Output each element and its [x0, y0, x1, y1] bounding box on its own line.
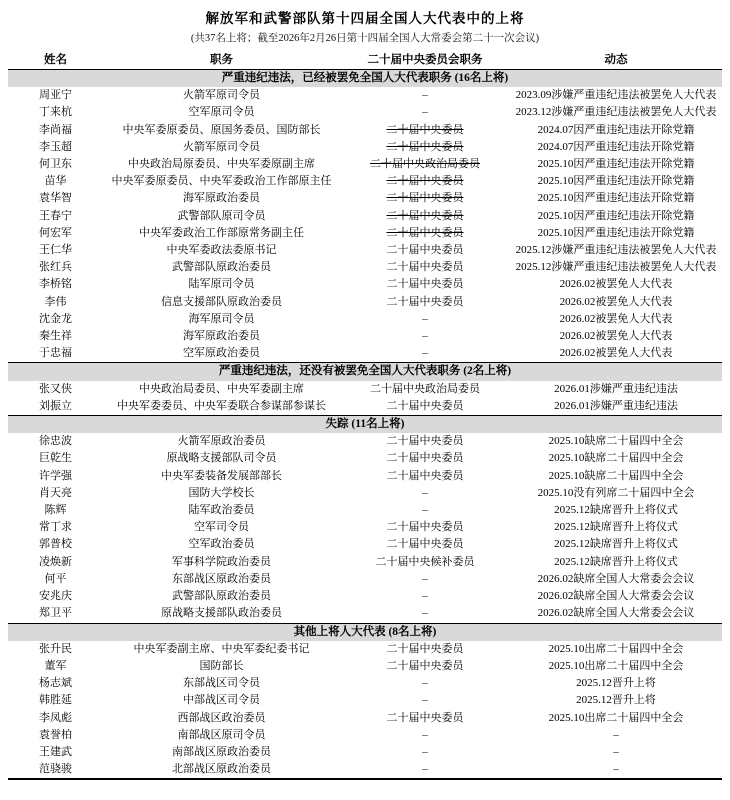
status-cell: 2026.02被罢免人大代表: [559, 278, 673, 291]
table-row: [8, 190, 722, 207]
name-cell: 丁来杭: [39, 106, 72, 119]
name-cell: 张升民: [39, 642, 72, 655]
cc-role-cell: –: [422, 572, 428, 585]
position-cell: 北部战区原政治委员: [172, 763, 271, 776]
status-cell: 2026.02缺席全国人大常委会会议: [537, 607, 695, 620]
status-cell: 2026.01涉嫌严重违纪违法: [554, 382, 678, 395]
status-cell: 2024.07因严重违纪违法开除党籍: [537, 123, 695, 136]
column-header-status: 动态: [510, 51, 722, 70]
status-cell: 2026.02被罢免人大代表: [559, 330, 673, 343]
name-cell: 沈金龙: [39, 312, 72, 325]
name-cell: 李凤彪: [39, 711, 72, 724]
cc-role-cell: 二十届中央委员: [386, 521, 464, 534]
status-cell: 2025.10缺席二十届四中全会: [548, 452, 684, 465]
name-cell: 何宏军: [39, 226, 72, 239]
cc-role-cell: [340, 122, 510, 139]
position-cell: 空军司令员: [194, 521, 249, 534]
name-cell: 王建武: [39, 745, 72, 758]
cc-role-cell: –: [422, 763, 428, 776]
table-row: [8, 294, 722, 311]
table-row: [8, 588, 722, 605]
table-body: [8, 70, 722, 780]
cc-role-cell: –: [422, 89, 428, 102]
name-cell: 肖天亮: [39, 486, 72, 499]
name-cell: 周亚宁: [39, 89, 72, 102]
page-subtitle: (共37名上将；截至2026年2月26日第十四届全国人大常委会第二十一次会议): [190, 33, 540, 44]
table-row: [8, 744, 722, 761]
cc-role-cell: 二十届中央政治局委员: [370, 382, 480, 395]
position-cell: 中央军委副主席、中央军委纪委书记: [133, 642, 310, 655]
name-cell: 李桥铭: [39, 278, 72, 291]
status-cell: 2026.02缺席全国人大常委会会议: [537, 572, 695, 585]
name-cell: 徐忠波: [39, 435, 72, 448]
table-row: [8, 605, 722, 623]
table-row: [8, 381, 722, 398]
table-row: [8, 554, 722, 571]
name-cell: 陈辉: [44, 504, 67, 517]
position-cell: 中央军委原委员、中央军委政治工作部原主任: [111, 175, 332, 188]
table-row: [8, 502, 722, 519]
table-row: [8, 727, 722, 744]
column-header-position: 职务: [103, 51, 340, 70]
status-cell: 2025.12涉嫌严重违纪违法被罢免人大代表: [515, 244, 717, 257]
cc-role-cell: 二十届中央委员: [386, 435, 464, 448]
status-cell: 2025.12缺席晋升上将仪式: [554, 555, 678, 568]
section-header: 严重违纪违法，已经被罢免全国人大代表职务 (16名上将): [8, 70, 722, 88]
name-cell: 巨乾生: [39, 452, 72, 465]
status-cell: 2023.09涉嫌严重违纪违法被罢免人大代表: [515, 89, 717, 102]
status-cell: 2026.02被罢免人大代表: [559, 347, 673, 360]
position-cell: 西部战区政治委员: [177, 711, 266, 724]
status-cell: 2026.02缺席全国人大常委会会议: [537, 590, 695, 603]
name-cell: 李伟: [44, 295, 67, 308]
column-header-name: 姓名: [8, 51, 103, 70]
status-cell: 2025.10缺席二十届四中全会: [548, 469, 684, 482]
cc-role-cell: –: [422, 607, 428, 620]
table-row: [8, 173, 722, 190]
status-cell: 2025.10出席二十届四中全会: [548, 711, 684, 724]
position-cell: 海军原司令员: [188, 312, 255, 325]
table-row: [8, 104, 722, 121]
table-row: [8, 641, 722, 658]
position-cell: 东部战区司令员: [183, 677, 260, 690]
cc-role-cell: 二十届中央委员: [386, 295, 464, 308]
name-cell: 何卫东: [39, 158, 72, 171]
cc-role-cell: –: [422, 486, 428, 499]
status-cell: 2025.12晋升上将: [576, 677, 656, 690]
cc-role-cell: –: [422, 504, 428, 517]
cc-role-cell: 二十届中央委员: [386, 711, 464, 724]
position-cell: 中央军委原委员、原国务委员、国防部长: [122, 123, 321, 136]
cc-role-cell: [340, 173, 510, 190]
name-cell: 韩胜延: [39, 694, 72, 707]
status-cell: 2025.10没有列席二十届四中全会: [537, 486, 695, 499]
section-header-row: [8, 70, 722, 88]
status-cell: 2025.12缺席晋升上将仪式: [554, 538, 678, 551]
position-cell: 中央军委装备发展部部长: [161, 469, 282, 482]
status-cell: 2025.12涉嫌严重违纪违法被罢免人大代表: [515, 261, 717, 274]
section-header-row: [8, 416, 722, 434]
name-cell: 王春宁: [39, 209, 72, 222]
position-cell: 武警部队原司令员: [177, 209, 266, 222]
status-cell: –: [613, 745, 619, 758]
position-cell: 南部战区原司令员: [177, 728, 266, 741]
cc-role-cell: –: [422, 590, 428, 603]
name-cell: 郑卫平: [39, 607, 72, 620]
struck-cc-role: 二十届中央委员: [386, 192, 464, 205]
cc-role-cell: 二十届中央候补委员: [375, 555, 475, 568]
position-cell: 中央政治局原委员、中央军委原副主席: [128, 158, 315, 171]
name-cell: 许学强: [39, 469, 72, 482]
struck-cc-role: 二十届中央政治局委员: [370, 158, 480, 171]
name-cell: 袁华智: [39, 192, 72, 205]
cc-role-cell: 二十届中央委员: [386, 261, 464, 274]
cc-role-cell: 二十届中央委员: [386, 469, 464, 482]
table-row: [8, 156, 722, 173]
position-cell: 火箭军原政治委员: [177, 435, 266, 448]
position-cell: 中央军委政法委原书记: [166, 244, 277, 257]
status-cell: 2026.02被罢免人大代表: [559, 312, 673, 325]
cc-role-cell: [340, 156, 510, 173]
table-row: [8, 122, 722, 139]
cc-role-cell: [340, 190, 510, 207]
position-cell: 信息支援部队原政治委员: [161, 295, 282, 308]
cc-role-cell: –: [422, 347, 428, 360]
name-cell: 何平: [44, 572, 67, 585]
status-cell: 2025.10缺席二十届四中全会: [548, 435, 684, 448]
table-row: [8, 761, 722, 779]
cc-role-cell: –: [422, 330, 428, 343]
position-cell: 空军政治委员: [188, 538, 255, 551]
name-cell: 苗华: [44, 175, 67, 188]
table-row: [8, 450, 722, 467]
section-header: 失踪 (11名上将): [8, 416, 722, 434]
table-row: [8, 208, 722, 225]
name-cell: 凌焕新: [39, 555, 72, 568]
table-row: [8, 692, 722, 709]
struck-cc-role: 二十届中央委员: [386, 140, 464, 153]
status-cell: 2025.10因严重违纪违法开除党籍: [537, 209, 695, 222]
table-row: [8, 468, 722, 485]
position-cell: 中央军委委员、中央军委联合参谋部参谋长: [117, 399, 326, 412]
position-cell: 海军原政治委员: [183, 192, 260, 205]
position-cell: 国防大学校长: [188, 486, 255, 499]
status-cell: 2025.10出席二十届四中全会: [548, 642, 684, 655]
name-cell: 郭普校: [39, 538, 72, 551]
status-cell: 2024.07因严重违纪违法开除党籍: [537, 140, 695, 153]
name-cell: 安兆庆: [39, 590, 72, 603]
table-row: [8, 675, 722, 692]
name-cell: 秦生祥: [39, 330, 72, 343]
struck-cc-role: 二十届中央委员: [386, 226, 464, 239]
table-row: [8, 433, 722, 450]
table-row: [8, 398, 722, 416]
status-cell: –: [613, 728, 619, 741]
position-cell: 南部战区原政治委员: [172, 745, 271, 758]
table-row: [8, 710, 722, 727]
status-cell: 2025.10因严重违纪违法开除党籍: [537, 192, 695, 205]
table-row: [8, 139, 722, 156]
section-header-row: [8, 623, 722, 641]
page-title: 解放军和武警部队第十四届全国人大代表中的上将: [205, 11, 525, 26]
position-cell: 中部战区司令员: [183, 694, 260, 707]
status-cell: 2025.12缺席晋升上将仪式: [554, 521, 678, 534]
status-cell: 2025.12晋升上将: [576, 694, 656, 707]
struck-cc-role: 二十届中央委员: [386, 209, 464, 222]
cc-role-cell: –: [422, 312, 428, 325]
cc-role-cell: [340, 225, 510, 242]
status-cell: 2025.10出席二十届四中全会: [548, 659, 684, 672]
position-cell: 火箭军原司令员: [183, 140, 260, 153]
position-cell: 空军原政治委员: [183, 347, 260, 360]
name-cell: 杨志斌: [39, 677, 72, 690]
position-cell: 中央军委政治工作部原常务副主任: [139, 226, 304, 239]
section-header: 严重违纪违法，还没有被罢免全国人大代表职务 (2名上将): [8, 363, 722, 381]
name-cell: 张红兵: [39, 261, 72, 274]
table-row: [8, 311, 722, 328]
table-row: [8, 658, 722, 675]
table-row: [8, 536, 722, 553]
name-cell: 袁誉柏: [39, 728, 72, 741]
name-cell: 王仁华: [39, 244, 72, 257]
cc-role-cell: 二十届中央委员: [386, 244, 464, 257]
status-cell: 2025.10因严重违纪违法开除党籍: [537, 226, 695, 239]
cc-role-cell: –: [422, 677, 428, 690]
cc-role-cell: –: [422, 694, 428, 707]
cc-role-cell: 二十届中央委员: [386, 642, 464, 655]
struck-cc-role: 二十届中央委员: [386, 175, 464, 188]
status-cell: 2025.10因严重违纪违法开除党籍: [537, 175, 695, 188]
table-row: [8, 519, 722, 536]
table-row: [8, 276, 722, 293]
position-cell: 军事科学院政治委员: [172, 555, 271, 568]
table-row: [8, 328, 722, 345]
cc-role-cell: [340, 139, 510, 156]
name-cell: 范骁骏: [39, 763, 72, 776]
name-cell: 刘振立: [39, 399, 72, 412]
position-cell: 陆军原司令员: [188, 278, 255, 291]
cc-role-cell: –: [422, 728, 428, 741]
status-cell: 2026.02被罢免人大代表: [559, 295, 673, 308]
name-cell: 李玉超: [39, 140, 72, 153]
table-header: [8, 51, 722, 70]
cc-role-cell: 二十届中央委员: [386, 659, 464, 672]
table-row: [8, 259, 722, 276]
position-cell: 武警部队原政治委员: [172, 590, 271, 603]
column-header-cc-role: 二十届中央委员会职务: [340, 51, 510, 70]
position-cell: 空军原司令员: [188, 106, 255, 119]
position-cell: 海军原政治委员: [183, 330, 260, 343]
position-cell: 武警部队原政治委员: [172, 261, 271, 274]
cc-role-cell: [340, 208, 510, 225]
table-row: [8, 225, 722, 242]
status-cell: –: [613, 763, 619, 776]
status-cell: 2023.12涉嫌严重违纪违法被罢免人大代表: [515, 106, 717, 119]
section-header-row: [8, 363, 722, 381]
section-header: 其他上将人大代表 (8名上将): [8, 623, 722, 641]
table-row: [8, 571, 722, 588]
cc-role-cell: 二十届中央委员: [386, 399, 464, 412]
position-cell: 国防部长: [199, 659, 244, 672]
table-row: [8, 87, 722, 104]
status-cell: 2025.10因严重违纪违法开除党籍: [537, 158, 695, 171]
cc-role-cell: –: [422, 106, 428, 119]
name-cell: 常丁求: [39, 521, 72, 534]
name-cell: 李尚福: [39, 123, 72, 136]
cc-role-cell: –: [422, 745, 428, 758]
cc-role-cell: 二十届中央委员: [386, 278, 464, 291]
status-cell: 2025.12缺席晋升上将仪式: [554, 504, 678, 517]
cc-role-cell: 二十届中央委员: [386, 538, 464, 551]
struck-cc-role: 二十届中央委员: [386, 123, 464, 136]
position-cell: 火箭军原司令员: [183, 89, 260, 102]
cc-role-cell: 二十届中央委员: [386, 452, 464, 465]
position-cell: 陆军政治委员: [188, 504, 255, 517]
name-cell: 董军: [44, 659, 67, 672]
position-cell: 中央政治局委员、中央军委副主席: [139, 382, 304, 395]
table-row: [8, 242, 722, 259]
table-row: [8, 485, 722, 502]
position-cell: 东部战区原政治委员: [172, 572, 271, 585]
position-cell: 原战略支援部队政治委员: [161, 607, 282, 620]
position-cell: 原战略支援部队司令员: [166, 452, 277, 465]
status-cell: 2026.01涉嫌严重违纪违法: [554, 399, 678, 412]
table-row: [8, 345, 722, 363]
generals-table: [8, 51, 722, 780]
name-cell: 张又侠: [39, 382, 72, 395]
name-cell: 于忠福: [39, 347, 72, 360]
